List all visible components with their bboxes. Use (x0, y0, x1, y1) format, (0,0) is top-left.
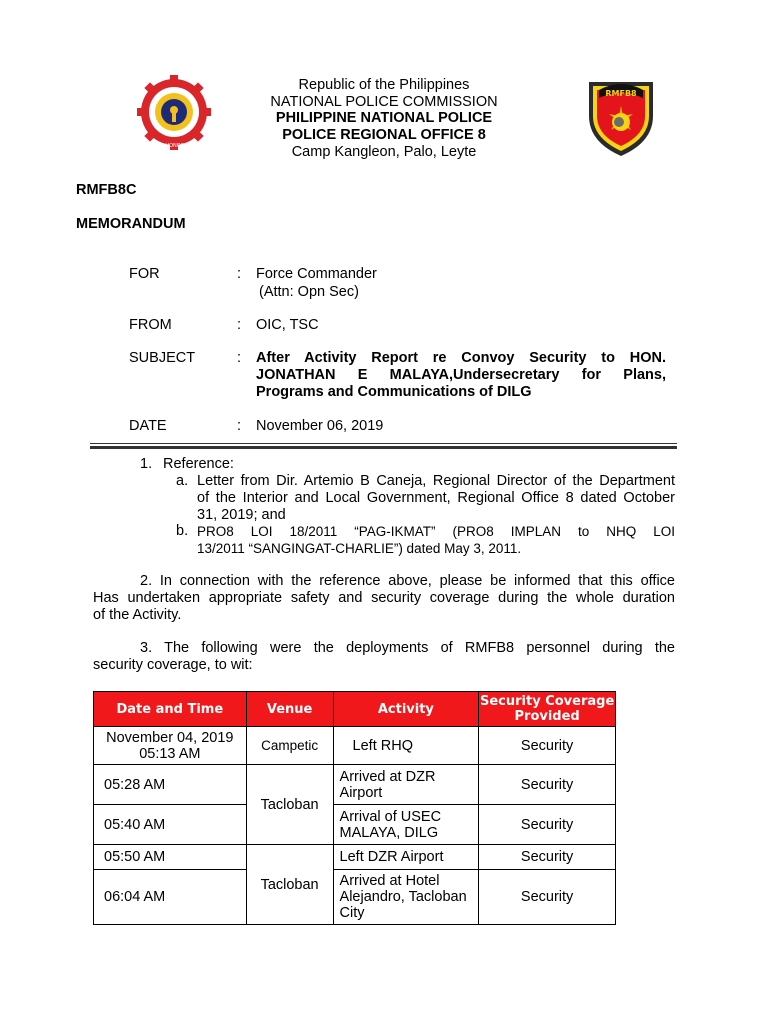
header-camp: Camp Kangleon, Palo, Leyte (291, 144, 477, 160)
activity-cell: Arrived at Hotel Alejandro, Tacloban City (333, 870, 479, 925)
header-activity: Activity (333, 692, 479, 727)
table-row (94, 845, 616, 870)
header-date-time: Date and Time (94, 692, 247, 727)
table-row (94, 870, 616, 925)
ref-a-line-3: 31, 2019; and (197, 507, 286, 523)
p2-line-1: 2. In connection with the reference above, please be informed that this office (140, 573, 675, 589)
time-cell: 05:28 AM (94, 765, 247, 805)
from-label: FROM (129, 317, 172, 333)
header-napolcom: NATIONAL POLICE COMMISSION (270, 94, 498, 110)
header-divider-thick (90, 446, 677, 449)
header-republic: Republic of the Philippines (298, 77, 470, 93)
coverage-cell: Security (479, 845, 616, 870)
time-cell (94, 727, 247, 765)
activity-cell: Left RHQ (333, 727, 479, 765)
date-colon: : (237, 418, 242, 434)
coverage-cell: Security (479, 727, 616, 765)
from-colon: : (237, 317, 242, 333)
p2-line-2: Has undertaken appropriate safety and security coverage during the whole duration (93, 590, 675, 606)
time-cell: 05:40 AM (94, 805, 247, 845)
subject-colon: : (237, 350, 242, 366)
date-value: November 06, 2019 (256, 418, 384, 434)
from-value: OIC, TSC (256, 317, 319, 333)
header-pnp: PHILIPPINE NATIONAL POLICE (275, 110, 493, 126)
reference-code: RMFB8C (76, 182, 137, 198)
p2-line-3: of the Activity. (93, 607, 182, 623)
header-venue: Venue (246, 692, 333, 727)
subject-line-2: JONATHAN E MALAYA,Undersecretary for Plans, (256, 367, 666, 383)
p1-title: Reference: (163, 456, 234, 472)
seal-bottom-text: SERVICE · HONOR · JUSTICE (139, 143, 209, 149)
badge-text: RMFB8 (605, 89, 637, 98)
table-row (94, 805, 616, 845)
venue-cell: Tacloban (246, 765, 333, 845)
activity-cell: Arrived at DZR Airport (333, 765, 479, 805)
deployment-table (93, 691, 616, 925)
table-row (94, 727, 616, 765)
time-text: 05:13 AM (139, 745, 201, 762)
subject-label: SUBJECT (129, 350, 196, 366)
time-cell: 05:50 AM (94, 845, 247, 870)
ref-b-line-2: 13/2011 “SANGINGAT-CHARLIE”) dated May 3, 2011. (197, 541, 522, 556)
venue-cell: Campetic (246, 727, 333, 765)
ref-b-line-1: PRO8 LOI 18/2011 “PAG-IKMAT” (PRO8 IMPLAN to NHQ LOI (197, 524, 675, 539)
coverage-cell: Security (479, 870, 616, 925)
document-type: MEMORANDUM (76, 216, 186, 232)
activity-cell: Arrival of USEC MALAYA, DILG (333, 805, 479, 845)
for-label: FOR (129, 266, 160, 282)
ref-a-letter: a. (176, 473, 189, 489)
for-value: Force Commander (256, 266, 377, 282)
header-pro8: POLICE REGIONAL OFFICE 8 (282, 127, 486, 143)
time-cell: 06:04 AM (94, 870, 247, 925)
header-security-coverage: Security Coverage Provided (479, 692, 616, 727)
subject-line-1: After Activity Report re Convoy Security to HON. (256, 350, 666, 366)
table-row (94, 765, 616, 805)
for-colon: : (237, 266, 242, 282)
ref-b-letter: b. (176, 523, 189, 539)
venue-cell: Tacloban (246, 845, 333, 925)
ref-a-line-1: Letter from Dir. Artemio B Caneja, Regional Director of the Department (197, 473, 675, 489)
for-attention: (Attn: Opn Sec) (259, 284, 359, 300)
coverage-cell: Security (479, 765, 616, 805)
date-text: November 04, 2019 (106, 729, 234, 746)
date-label: DATE (129, 418, 167, 434)
subject-line-3: Programs and Communications of DILG (256, 384, 532, 400)
coverage-cell: Security (479, 805, 616, 845)
ref-a-line-2: of the Interior and Local Government, Regional Office 8 dated October (197, 490, 675, 506)
p3-line-2: security coverage, to wit: (93, 657, 253, 673)
header-divider (90, 443, 677, 444)
p3-line-1: 3. The following were the deployments of RMFB8 personnel during the (140, 640, 675, 656)
table-header-row (94, 692, 616, 727)
p1-number: 1. (140, 456, 153, 472)
activity-cell: Left DZR Airport (333, 845, 479, 870)
